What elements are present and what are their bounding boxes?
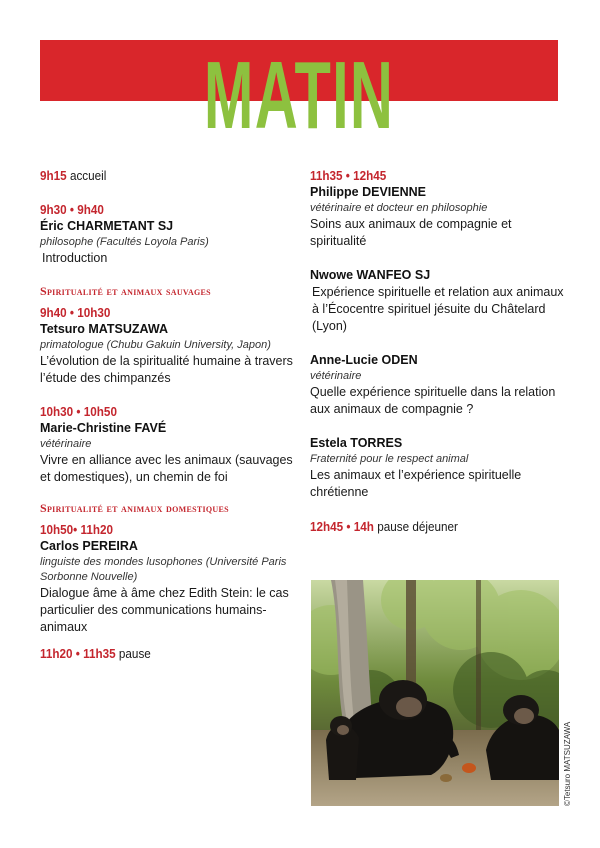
- schedule-pause: [40, 646, 295, 662]
- talk-title: Expérience spirituelle et relation aux animaux à l’Écocentre spirituel jésuite du Châtelard (Lyon): [312, 285, 564, 333]
- time-label: 9h40 • 10h30: [40, 305, 111, 320]
- section-heading-domestic: Spiritualité et animaux domestiques: [40, 501, 229, 515]
- talk-title: Les animaux et l’expérience spirituelle chrétienne: [310, 468, 522, 499]
- time-label: 9h15: [40, 168, 67, 183]
- speaker-role: vétérinaire: [40, 438, 92, 450]
- schedule-entry-intro: [40, 202, 295, 267]
- event-label: accueil: [69, 168, 107, 183]
- speaker-role: linguiste des mondes lusophones (Université Paris Sorbonne Nouvelle): [40, 556, 287, 583]
- speaker-name: Philippe DEVIENNE: [310, 185, 426, 199]
- schedule-entry-devienne: [310, 168, 565, 250]
- time-label: 9h30 • 9h40: [40, 202, 104, 217]
- left-column: [40, 168, 295, 662]
- time-label: 12h45 • 14h: [310, 519, 374, 534]
- talk-title: Vivre en alliance avec les animaux (sauvages et domestiques), un chemin de foi: [40, 453, 293, 484]
- schedule-entry-pereira: [40, 522, 295, 636]
- schedule-entry-oden: [310, 352, 565, 418]
- speaker-name: Nwowe WANFEO SJ: [310, 268, 431, 282]
- speaker-role: Fraternité pour le respect animal: [310, 453, 469, 465]
- speaker-role: philosophe (Facultés Loyola Paris): [40, 236, 209, 248]
- speaker-name: Tetsuro MATSUZAWA: [40, 322, 169, 336]
- schedule-entry-matsuzawa: [40, 305, 295, 387]
- speaker-name: Anne-Lucie ODEN: [310, 353, 418, 367]
- time-label: 10h50• 11h20: [40, 522, 114, 537]
- speaker-name: Marie-Christine FAVÉ: [40, 421, 167, 435]
- time-label: 11h20 • 11h35: [40, 646, 116, 661]
- talk-title: Quelle expérience spirituelle dans la relation aux animaux de compagnie ?: [310, 385, 556, 416]
- speaker-name: Carlos PEREIRA: [40, 539, 138, 553]
- talk-title: Soins aux animaux de compagnie et spiritualité: [310, 217, 512, 248]
- schedule-entry-torres: [310, 435, 565, 501]
- section-heading-wild: Spiritualité et animaux sauvages: [40, 284, 211, 298]
- photo-credit: ©Tetsuro MATSUZAWA: [563, 721, 572, 806]
- speaker-name: Estela TORRES: [310, 436, 403, 450]
- time-label: 11h35 • 12h45: [310, 168, 387, 183]
- speaker-role: vétérinaire: [310, 370, 362, 382]
- time-label: 10h30 • 10h50: [40, 404, 117, 419]
- schedule-entry-fave: [40, 404, 295, 486]
- schedule-lunch: [310, 519, 565, 535]
- speaker-name: Éric CHARMETANT SJ: [40, 219, 174, 233]
- event-label: pause: [118, 646, 151, 661]
- talk-title: L’évolution de la spiritualité humaine à travers l’étude des chimpanzés: [40, 354, 293, 385]
- right-column: [310, 168, 565, 535]
- schedule-entry-wanfeo: [310, 267, 565, 335]
- speaker-role: primatologue (Chubu Gakuin University, Japon): [40, 339, 271, 351]
- talk-title: Dialogue âme à âme chez Edith Stein: le cas particulier des communications humains-animaux: [40, 586, 289, 634]
- schedule-welcome: [40, 168, 295, 184]
- speaker-role: vétérinaire et docteur en philosophie: [310, 202, 488, 214]
- event-label: pause déjeuner: [377, 519, 458, 534]
- chimpanzees-photo: [311, 580, 559, 806]
- talk-title: Introduction: [42, 251, 108, 265]
- page-title: MATIN: [203, 42, 395, 149]
